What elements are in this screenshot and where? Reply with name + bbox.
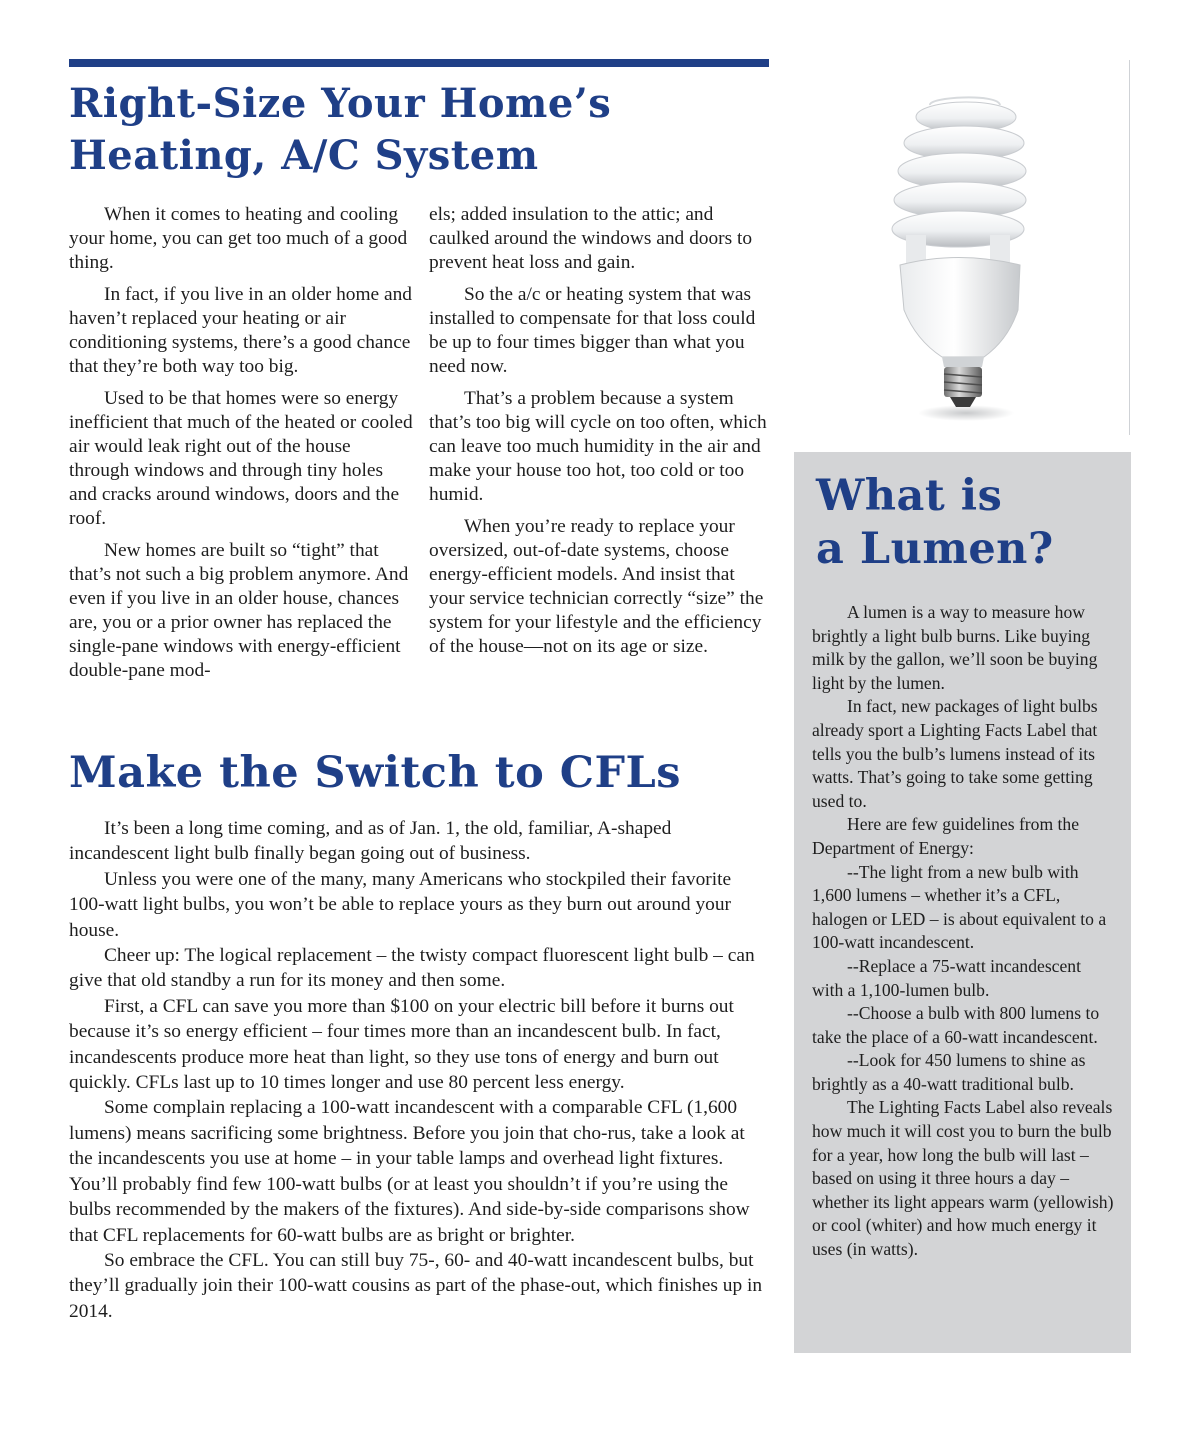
paragraph: Unless you were one of the many, many Americans who stockpiled their favorite 100-watt light bulbs, you won’t be able to replace yours as they burn out around your house. — [69, 868, 732, 941]
cfl-bulb-icon — [858, 95, 1088, 425]
paragraph: Here are few guidelines from the Department of Energy: — [812, 814, 1080, 858]
title-line-1: Right-Size Your Home’s — [69, 80, 612, 127]
paragraph: When you’re ready to replace your oversized, out-of-date systems, choose energy-efficient models. And insist that your service technician correctly “size” the system for your lifestyle and the efficiency of the house—not on its age or size. — [429, 516, 764, 657]
paragraph: New homes are built so “tight” that that’s not such a big problem anymore. And even if you live in an older house, chances are, you or a prior owner has replaced the single-pane windows with energy-efficient double-pane mod- — [69, 540, 409, 681]
paragraph: When it comes to heating and cooling your home, you can get too much of a good thing. — [69, 204, 408, 273]
sidebar-body — [812, 601, 1114, 1262]
paragraph: First, a CFL can save you more than $100 on your electric bill before it burns out because it’s so energy efficient – four times more than an incandescent bulb. In fact, incandescents produce more heat than light, so they use tons of energy and burn out quickly. CFLs last up to 10 times longer and use 80 percent less energy. — [69, 995, 734, 1094]
paragraph: In fact, if you live in an older home and haven’t replaced your heating or air conditioning systems, there’s a good chance that they’re both way too big. — [69, 284, 412, 377]
top-divider-rule — [69, 59, 769, 67]
paragraph: It’s been a long time coming, and as of Jan. 1, the old, familiar, A-shaped incandescent light bulb finally began going out of business. — [69, 818, 672, 865]
paragraph: That’s a problem because a system that’s too big will cycle on too often, which can leave too much humidity in the air and make your house too hot, too cold or too humid. — [429, 388, 767, 505]
paragraph: So the a/c or heating system that was installed to compensate for that loss could be up to four times bigger than what you need now. — [429, 284, 756, 377]
article-column-left — [69, 203, 413, 691]
paragraph: Some complain replacing a 100-watt incandescent with a comparable CFL (1,600 lumens) means sacrificing some brightness. Before you join that cho-rus, take a look at the incandescents you use at home – in your table lamps and overhead light fixtures. You’ll probably find few 100-watt bulbs (or at least you shouldn’t if you’re using the bulbs recommended by the makers of the fixtures). And side-by-side comparisons show that CFL replacements for 60-watt bulbs are as bright or brighter. — [69, 1097, 750, 1246]
article-title-heating — [69, 78, 769, 182]
sidebar-title — [816, 470, 1116, 576]
sidebar-edge-rule — [1129, 60, 1130, 435]
paragraph: Used to be that homes were so energy inefficient that much of the heated or cooled air would leak right out of the house through windows and through tiny holes and cracks around windows, doors and the roof. — [69, 388, 413, 529]
article-title-cfl: Make the Switch to CFLs — [69, 748, 681, 798]
article-body-cfl — [69, 816, 769, 1324]
sidebar-title-line-2: a Lumen? — [816, 524, 1054, 574]
paragraph: --The light from a new bulb with 1,600 lumens – whether it’s a CFL, halogen or LED – is about equivalent to a 100-watt incandescent. — [812, 861, 1107, 953]
paragraph: So embrace the CFL. You can still buy 75-, 60- and 40-watt incandescent bulbs, but they’ll gradually join their 100-watt cousins as part of the phase-out, which finishes up in 2014. — [69, 1249, 763, 1322]
title-line-2: Heating, A/C System — [69, 132, 539, 179]
paragraph: In fact, new packages of light bulbs already sport a Lighting Facts Label that tells you the bulb’s lumens instead of its watts. That’s going to take some getting used to. — [812, 696, 1098, 811]
paragraph: The Lighting Facts Label also reveals how much it will cost you to burn the bulb for a year, how long the bulb will last – based on using it three hours a day – whether its light appears warm (yellowish) or cool (whiter) and how much energy it uses (in watts). — [812, 1097, 1114, 1260]
paragraph: --Choose a bulb with 800 lumens to take the place of a 60-watt incandescent. — [812, 1003, 1100, 1047]
paragraph: --Look for 450 lumens to shine as brightly as a 40-watt traditional bulb. — [812, 1050, 1086, 1094]
paragraph: --Replace a 75-watt incandescent with a 1,100-lumen bulb. — [812, 955, 1081, 1000]
paragraph: A lumen is a way to measure how brightly a light bulb burns. Like buying milk by the gallon, we’ll soon be buying light by the lumen. — [812, 602, 1098, 693]
paragraph: Cheer up: The logical replacement – the twisty compact fluorescent light bulb – can give that old standby a run for its money and then some. — [69, 945, 755, 992]
sidebar-title-line-1: What is — [816, 471, 1003, 521]
article-column-right — [429, 203, 773, 667]
paragraph: els; added insulation to the attic; and caulked around the windows and doors to prevent heat loss and gain. — [429, 204, 753, 273]
